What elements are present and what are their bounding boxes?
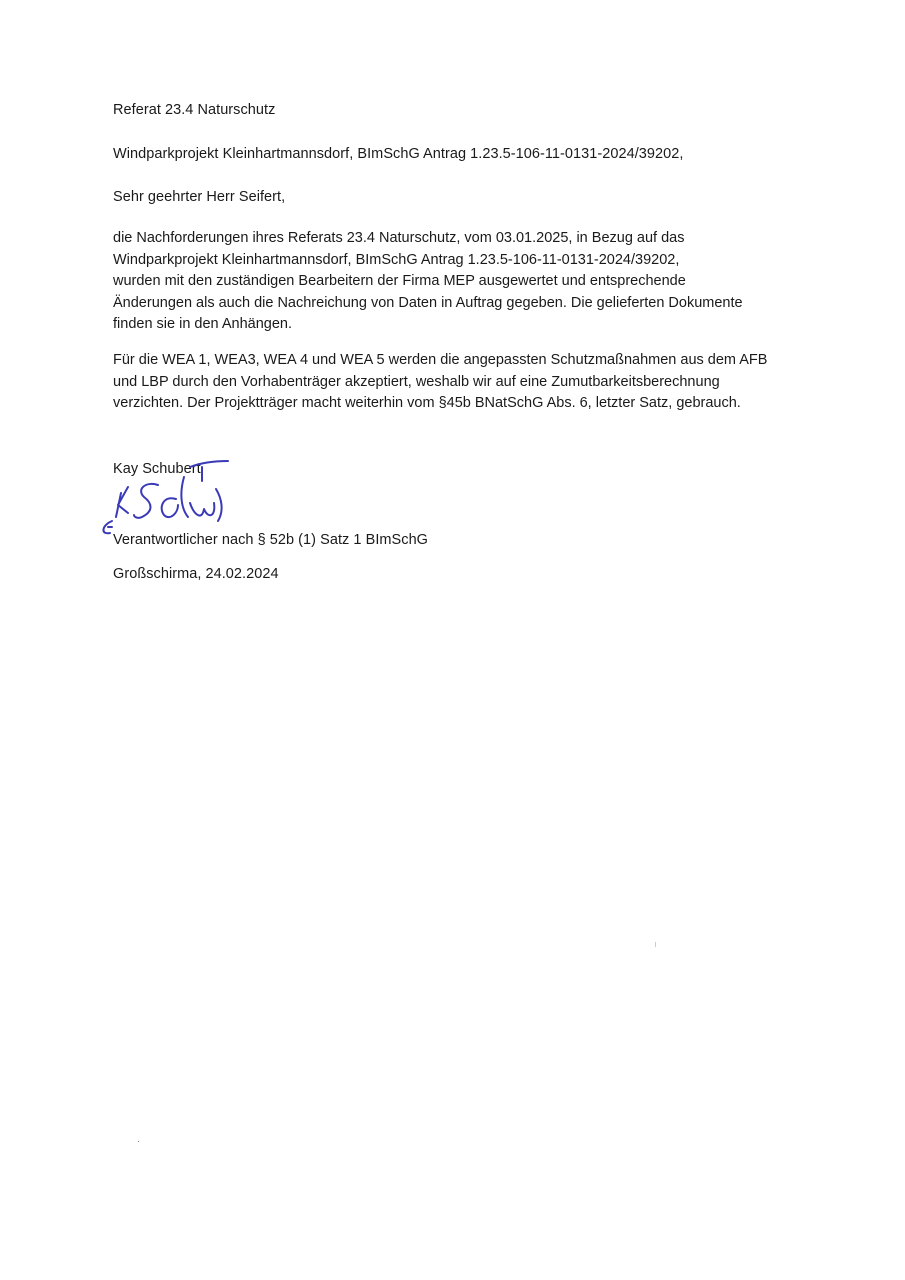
paragraph-line: wurden mit den zuständigen Bearbeitern der Firma MEP ausgewertet und entsprechende	[113, 273, 686, 289]
paragraph-line: Windparkprojekt Kleinhartmannsdorf, BImSchG Antrag 1.23.5-106-11-0131-2024/39202,	[113, 251, 680, 268]
paragraph-requests	[113, 228, 803, 336]
scan-speck	[655, 942, 656, 947]
paragraph-line: die Nachforderungen ihres Referats 23.4 Naturschutz, vom 03.01.2025, in Bezug auf das	[113, 230, 685, 246]
scan-speck	[138, 1141, 139, 1142]
place-date: Großschirma, 24.02.2024	[113, 566, 279, 582]
paragraph-measures	[113, 350, 803, 415]
paragraph-line: verzichten. Der Projektträger macht weiterhin vom §45b BNatSchG Abs. 6, letzter Satz, gebrauch.	[113, 395, 741, 411]
salutation: Sehr geehrter Herr Seifert,	[113, 189, 286, 205]
signer-role: Verantwortlicher nach § 52b (1) Satz 1 BImSchG	[113, 532, 429, 548]
subject-line: Windparkprojekt Kleinhartmannsdorf, BImSchG Antrag 1.23.5-106-11-0131-2024/39202,	[113, 146, 684, 162]
paragraph-line: Für die WEA 1, WEA3, WEA 4 und WEA 5 werden die angepassten Schutzmaßnahmen aus dem AFB	[113, 352, 768, 368]
signer-name: Kay Schubert	[113, 461, 201, 477]
paragraph-line: und LBP durch den Vorhabenträger akzeptiert, weshalb wir auf eine Zumutbarkeitsberechnung	[113, 373, 720, 390]
paragraph-line: finden sie in den Anhängen.	[113, 316, 292, 332]
department-line: Referat 23.4 Naturschutz	[113, 102, 276, 118]
paragraph-line: Änderungen als auch die Nachreichung von Daten in Auftrag gegeben. Die gelieferten Dokumente	[113, 294, 743, 311]
